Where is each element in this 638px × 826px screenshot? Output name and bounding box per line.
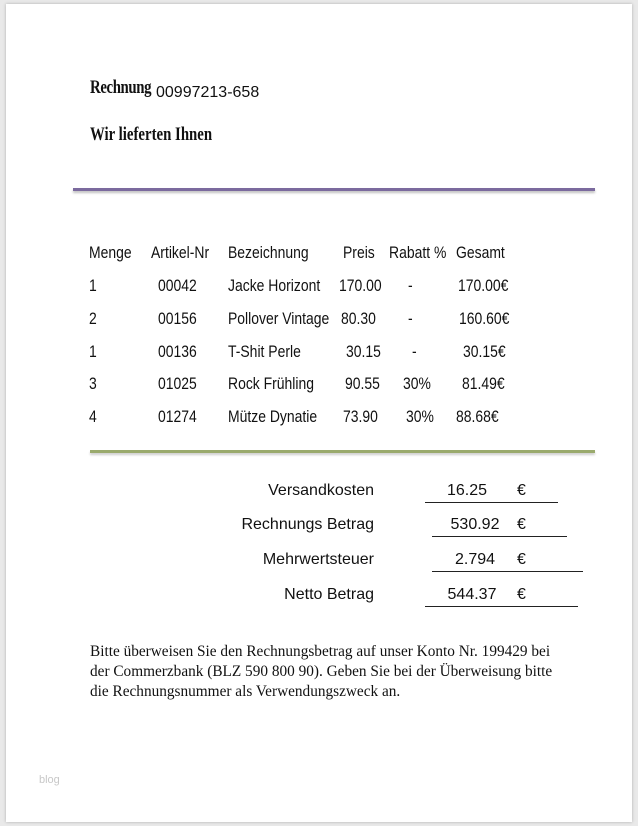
summary-row-versandkosten — [6, 482, 632, 506]
cell-preis: 90.55 — [345, 374, 380, 393]
cell-gesamt: 81.49€ — [462, 374, 505, 393]
summary-value: 16.25 — [446, 482, 488, 499]
table-row — [6, 374, 632, 398]
cell-rabatt: - — [408, 276, 413, 295]
cell-menge: 3 — [89, 374, 97, 393]
currency-symbol: € — [517, 551, 526, 568]
cell-bezeichnung: T-Shit Perle — [228, 342, 301, 361]
cell-artikel: 00042 — [158, 276, 197, 295]
summary-value: 544.37 — [447, 586, 497, 603]
summary-row-mehrwertsteuer — [6, 551, 632, 575]
cell-rabatt: - — [408, 309, 413, 328]
cell-bezeichnung: Pollover Vintage — [228, 309, 330, 328]
cell-artikel: 00156 — [158, 309, 197, 328]
cell-preis: 30.15 — [346, 342, 381, 361]
summary-value: 2.794 — [454, 551, 496, 568]
cell-bezeichnung: Rock Frühling — [228, 374, 314, 393]
cell-gesamt: 170.00€ — [458, 276, 509, 295]
cell-rabatt: - — [412, 342, 417, 361]
cell-menge: 2 — [89, 309, 97, 328]
cell-preis: 80.30 — [341, 309, 376, 328]
cell-gesamt: 88.68€ — [456, 407, 499, 426]
cell-artikel: 01025 — [158, 374, 197, 393]
cell-gesamt: 30.15€ — [463, 342, 506, 361]
underline — [432, 571, 583, 572]
payment-note: Bitte überweisen Sie den Rechnungsbetrag auf unser Konto Nr. 199429 bei der Commerzbank (BLZ 590 800 90). Geben Sie bei der Überweisung bitte die Rechnungsnummer als Verwendungszweck an. — [90, 643, 553, 700]
cell-menge: 4 — [89, 407, 97, 426]
currency-symbol: € — [517, 586, 526, 603]
underline — [425, 502, 558, 503]
col-header-menge: Menge — [89, 243, 132, 262]
underline — [432, 536, 567, 537]
cell-rabatt: 30% — [406, 407, 434, 426]
col-header-rabatt: Rabatt % — [389, 243, 447, 262]
cell-rabatt: 30% — [403, 374, 431, 393]
col-header-preis: Preis — [343, 243, 375, 262]
cell-gesamt: 160.60€ — [459, 309, 510, 328]
cell-artikel: 00136 — [158, 342, 197, 361]
divider-top — [73, 188, 595, 191]
summary-label: Rechnungs Betrag — [241, 516, 374, 533]
summary-label: Netto Betrag — [284, 586, 374, 603]
cell-bezeichnung: Mütze Dynatie — [228, 407, 318, 426]
divider-bottom — [90, 450, 595, 453]
invoice-number: 00997213-658 — [156, 84, 260, 101]
invoice-title: Rechnung — [90, 77, 152, 98]
currency-symbol: € — [517, 516, 526, 533]
summary-row-netto — [6, 586, 632, 610]
invoice-page — [6, 4, 632, 822]
cell-menge: 1 — [89, 342, 97, 361]
watermark: blog — [39, 774, 60, 786]
table-row — [6, 407, 632, 431]
table-row — [6, 342, 632, 366]
cell-preis: 170.00 — [339, 276, 382, 295]
col-header-artikel: Artikel-Nr — [151, 243, 210, 262]
invoice-subtitle: Wir lieferten Ihnen — [90, 124, 213, 145]
cell-menge: 1 — [89, 276, 97, 295]
currency-symbol: € — [517, 482, 526, 499]
underline — [425, 606, 578, 607]
table-header-row — [6, 243, 632, 267]
summary-value: 530.92 — [450, 516, 500, 533]
summary-row-rechnungsbetrag — [6, 516, 632, 540]
col-header-bezeichnung: Bezeichnung — [228, 243, 309, 262]
table-row — [6, 309, 632, 333]
cell-preis: 73.90 — [343, 407, 378, 426]
summary-label: Versandkosten — [268, 482, 374, 499]
table-row — [6, 276, 632, 300]
cell-artikel: 01274 — [158, 407, 197, 426]
cell-bezeichnung: Jacke Horizont — [228, 276, 321, 295]
col-header-gesamt: Gesamt — [456, 243, 505, 262]
summary-label: Mehrwertsteuer — [262, 551, 374, 568]
